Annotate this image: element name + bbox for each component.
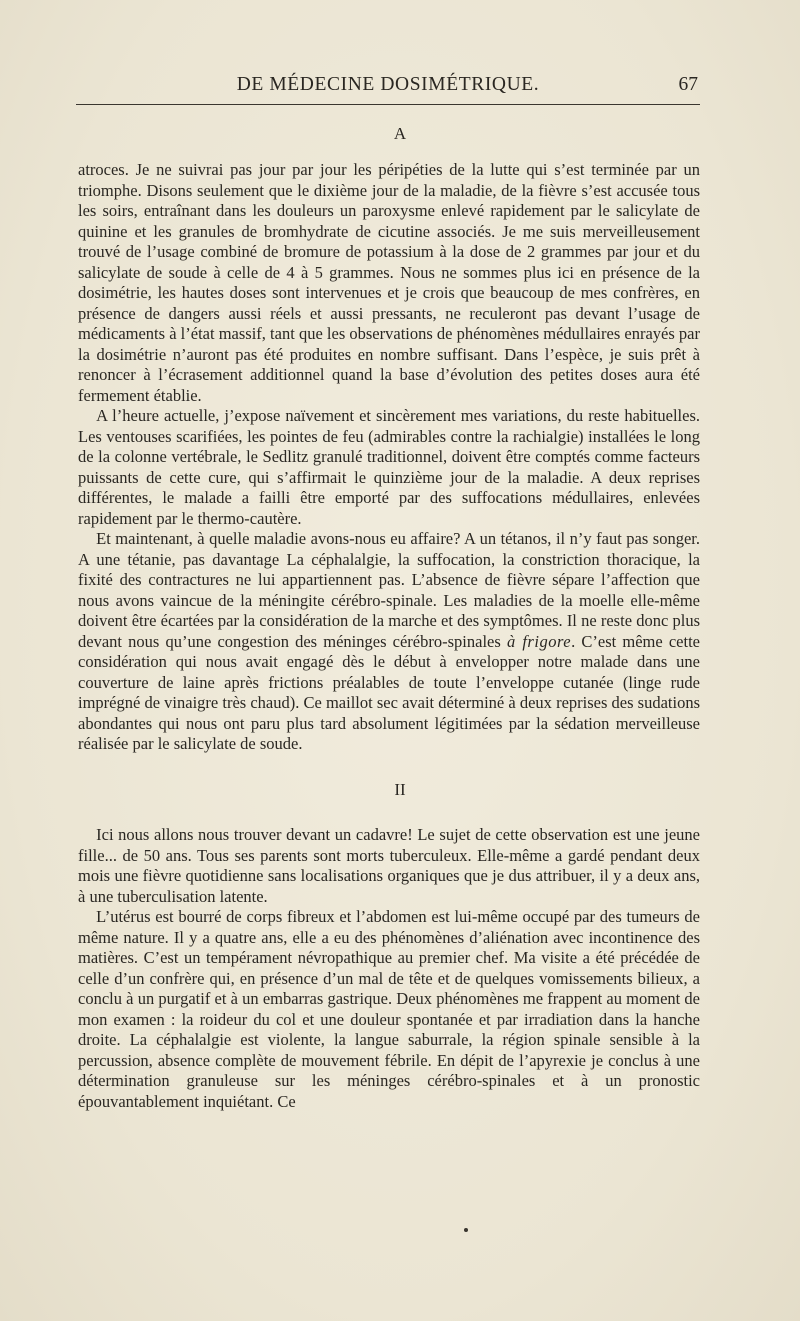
running-title: DE MÉDECINE DOSIMÉTRIQUE. — [236, 74, 540, 95]
paragraph: Ici nous allons nous trouver devant un cadavre! Le sujet de cette observation est une jeune fille... de 50 ans. Tous ses parents sont morts tuberculeux. Elle-même a gardé pendant deux mois une fièvre quotidienne sans localisations organiques que je dus attribuer, il y a deux ans, à une tuberculisation latente. — [78, 825, 700, 906]
paragraph: L’utérus est bourré de corps fibreux et l’abdomen est lui-même occupé par des tumeurs de même nature. Il y a quatre ans, elle a eu des phénomènes d’aliénation avec incontinence des matières. C’est un tempérament névropathique au premier chef. Ma visite a été précédée de celle d’un confrère qui, en présence d’un mal de tête et de quelques vomissements bilieux, a conclu à un purgatif et à un embarras gastrique. Deux phénomènes me frappent au moment de mon examen : la roideur du col et une douleur spontanée et par irradiation dans la hanche droite. La céphalalgie est violente, la langue saburrale, la région spinale sensible à la percussion, absence complète de mouvement fébrile. En dépit de l’apyrexie je conclus à une détermination granuleuse sur les méninges cérébro-spinales et à un pronostic épouvantablement inquiétant. Ce — [78, 907, 700, 1111]
text-run: Et maintenant, à quelle maladie avons-nous eu affaire? A un tétanos, il n’y faut pas songer. A une tétanie, pas davantage La céphalalgie, la suffocation, la constriction thoracique, la fixité des contractures ne lui appartiennent pas. L’absence de fièvre sépare l’affection que nous avons vaincue de la méningite cérébro-spinale. Les maladies de la moelle elle-même doivent être écartées par la considération de la marche et des symptômes. Il ne reste donc plus devant nous qu’une congestion des méninges cérébro-spinales — [78, 529, 700, 651]
section-ii-body — [78, 825, 700, 1112]
ink-speck — [464, 1228, 468, 1232]
section-marker-a: A — [393, 124, 407, 143]
page-number: 67 — [678, 74, 698, 95]
text-run: . C’est même cette considération qui nous avait engagé dès le début à envelopper notre malade dans une couverture de laine après frictions préalables de toute l’enveloppe cutanée (linge rude imprégné de vinaigre très chaud). Ce maillot sec avait déterminé à deux reprises des sudations abondantes qui nous ont paru plus tard absolument légitimées par la sédation merveilleuse réalisée par le salicylate de soude. — [78, 631, 700, 753]
paragraph: atroces. Je ne suivrai pas jour par jour les péripéties de la lutte qui s’est terminée par un triomphe. Disons seulement que le dixième jour de la maladie, de la fièvre s’est accusée tous les soirs, entraînant dans les douleurs un paroxysme enlevé rapidement par le salicylate de quinine et les granules de bromhydrate de cicutine associés. Je me suis merveilleusement trouvé de l’usage combiné de bromure de potassium à la dose de 2 grammes par jour et du salicylate de soude à celle de 4 à 5 grammes. Nous ne sommes plus ici en présence de la dosimétrie, les hautes doses sont intervenues et je crois que beaucoup de mes confrères, en présence de dangers aussi réels et aussi pressants, ne reculeront pas devant l’usage de médicaments à l’état massif, tant que les observations de phénomènes médullaires enrayés par la dosimétrie n’auront pas été produites en nombre suffisant. Dans l’espèce, je suis prêt à renoncer à l’écrasement additionnel quand la base d’évolution des petites doses aura été fermement établie. — [78, 160, 700, 405]
paragraph-with-italic — [78, 529, 700, 755]
section-marker-ii: II — [394, 780, 406, 799]
italic-phrase: à frigore — [506, 631, 572, 651]
header-rule — [76, 104, 700, 105]
running-header — [76, 74, 700, 102]
section-a-body — [78, 160, 700, 755]
paragraph: A l’heure actuelle, j’expose naïvement et sincèrement mes variations, du reste habituelles. Les ventouses scarifiées, les pointes de feu (admirables contre la rachialgie) installées le long de la colonne vertébrale, le Sedlitz granulé traditionnel, doivent être comptés comme facteurs puissants de cette cure, qui s’affirmait le quinzième jour de la maladie. A deux reprises différentes, le malade a failli être emporté par des suffocations médullaires, enlevées rapidement par le thermo-cautère. — [78, 406, 700, 528]
